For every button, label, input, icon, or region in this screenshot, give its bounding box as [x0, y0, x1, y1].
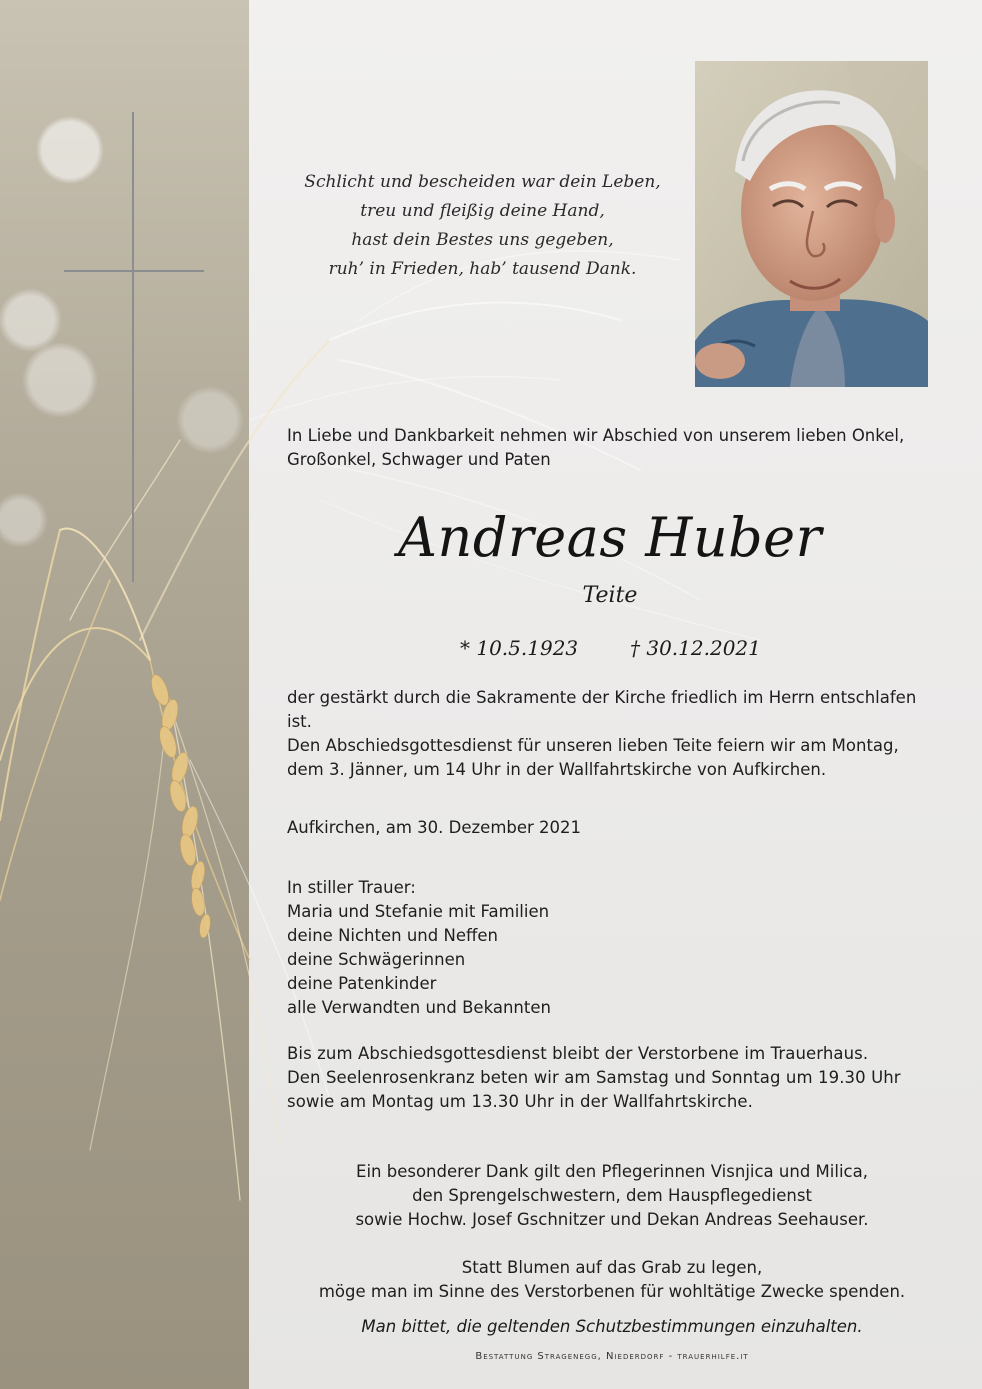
side-panel-background [0, 0, 249, 1389]
intro-line: In Liebe und Dankbarkeit nehmen wir Abschied von unserem lieben Onkel, [287, 426, 905, 445]
death-date: † 30.12.2021 [630, 636, 761, 660]
cross-vertical-bar [132, 112, 134, 582]
mourners-heading: In stiller Trauer: [287, 878, 416, 897]
funeral-announcement [287, 686, 937, 782]
wake-line: Bis zum Abschiedsgottesdienst bleibt der Verstorbene im Trauerhaus. [287, 1044, 869, 1063]
announcement-line: der gestärkt durch die Sakramente der Kirche friedlich im Herrn entschlafen [287, 688, 917, 707]
mourners-list [287, 876, 937, 1020]
mourner-entry: deine Nichten und Neffen [287, 926, 498, 945]
wake-line: sowie am Montag um 13.30 Uhr in der Wallfahrtskirche. [287, 1092, 753, 1111]
wake-line: Den Seelenrosenkranz beten wir am Samstag und Sonntag um 19.30 Uhr [287, 1068, 901, 1087]
thanks-line: sowie Hochw. Josef Gschnitzer und Dekan Andreas Seehauser. [355, 1210, 869, 1229]
mourner-entry: deine Patenkinder [287, 974, 437, 993]
funeral-home-footer: Bestattung Stragenegg, Niederdorf - trauerhilfe.it [475, 1351, 749, 1362]
cross-horizontal-bar [64, 270, 204, 272]
portrait-photo [695, 61, 928, 387]
safety-notice: Man bittet, die geltenden Schutzbestimmungen einzuhalten. [361, 1317, 863, 1336]
place-and-date: Aufkirchen, am 30. Dezember 2021 [287, 818, 582, 837]
announcement-line: dem 3. Jänner, um 14 Uhr in der Wallfahrtskirche von Aufkirchen. [287, 760, 827, 779]
thanks-line: Ein besonderer Dank gilt den Pflegerinnen Visnjica und Milica, [356, 1162, 868, 1181]
deceased-nickname: Teite [582, 583, 638, 608]
thanks-section [287, 1160, 937, 1232]
verse-line: Schlicht und bescheiden war dein Leben, [304, 172, 661, 192]
deceased-name: Andreas Huber [398, 506, 822, 569]
memorial-verse [300, 168, 665, 284]
mourner-entry: alle Verwandten und Bekannten [287, 998, 551, 1017]
intro-text [287, 424, 937, 472]
intro-line: Großonkel, Schwager und Paten [287, 450, 551, 469]
donation-line: möge man im Sinne des Verstorbenen für wohltätige Zwecke spenden. [318, 1282, 906, 1301]
thanks-line: den Sprengelschwestern, dem Hauspflegedienst [412, 1186, 812, 1205]
donation-line: Statt Blumen auf das Grab zu legen, [461, 1258, 763, 1277]
verse-line: treu und fleißig deine Hand, [360, 201, 605, 221]
verse-line: hast dein Bestes uns gegeben, [351, 230, 614, 250]
donation-request [287, 1256, 937, 1304]
announcement-line: Den Abschiedsgottesdienst für unseren lieben Teite feiern wir am Montag, [287, 736, 899, 755]
verse-line: ruh’ in Frieden, hab’ tausend Dank. [328, 259, 637, 279]
birth-date: * 10.5.1923 [460, 636, 579, 660]
mourner-entry: deine Schwägerinnen [287, 950, 466, 969]
mourner-entry: Maria und Stefanie mit Familien [287, 902, 550, 921]
announcement-line: ist. [287, 712, 312, 731]
wake-information [287, 1042, 937, 1114]
